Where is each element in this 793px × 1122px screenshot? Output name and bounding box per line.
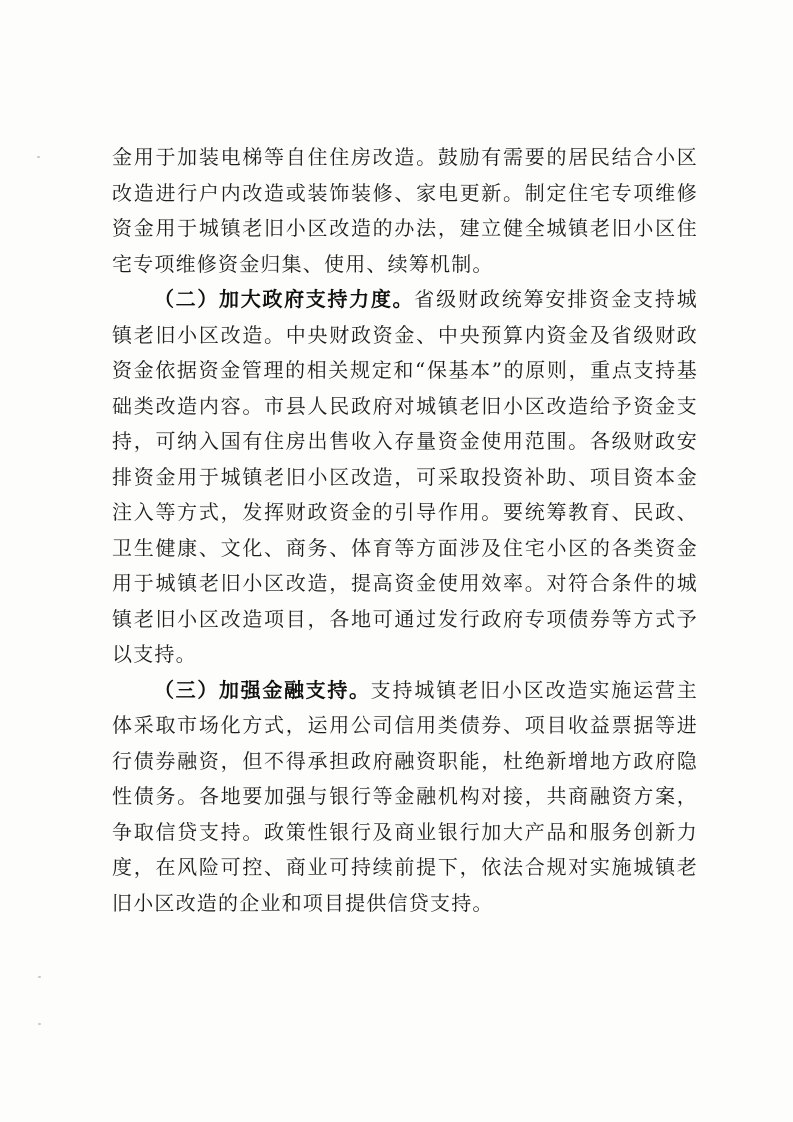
paragraph-resident-funding — [112, 140, 698, 282]
paragraph-government-support — [112, 282, 698, 673]
section-heading-government-support: （二）加大政府支持力度。 — [154, 287, 415, 311]
scan-speck — [38, 1023, 41, 1025]
paragraph-financial-support — [112, 673, 698, 922]
paragraph-text: 省级财政统筹安排资金支持城镇老旧小区改造。中央财政资金、中央预算内资金及省级财政资金依据资金管理的相关规定和“保基本”的原则，重点支持基础类改造内容。市县人民政府对城镇老旧小区改造给予资金支持，可纳入国有住房出售收入存量资金使用范围。各级财政安排资金用于城镇老旧小区改造，可采取投资补助、项目资本金注入等方式，发挥财政资金的引导作用。要统筹教育、民政、卫生健康、文化、商务、体育等方面涉及住宅小区的各类资金用于城镇老旧小区改造，提高资金使用效率。对符合条件的城镇老旧小区改造项目，各地可通过发行政府专项债券等方式予以支持。 — [112, 287, 698, 666]
document-body — [112, 140, 698, 921]
scan-speck — [38, 976, 41, 978]
scan-speck — [37, 156, 40, 158]
paragraph-text: 金用于加装电梯等自住住房改造。鼓励有需要的居民结合小区改造进行户内改造或装饰装修、家电更新。制定住宅专项维修资金用于城镇老旧小区改造的办法，建立健全城镇老旧小区住宅专项维修资金归集、使用、续筹机制。 — [112, 145, 698, 276]
paragraph-text: 支持城镇老旧小区改造实施运营主体采取市场化方式，运用公司信用类债券、项目收益票据等进行债券融资，但不得承担政府融资职能，杜绝新增地方政府隐性债务。各地要加强与银行等金融机构对接，共商融资方案，争取信贷支持。政策性银行及商业银行加大产品和服务创新力度，在风险可控、商业可持续前提下，依法合规对实施城镇老旧小区改造的企业和项目提供信贷支持。 — [112, 677, 699, 915]
section-heading-financial-support: （三）加强金融支持。 — [154, 677, 371, 702]
